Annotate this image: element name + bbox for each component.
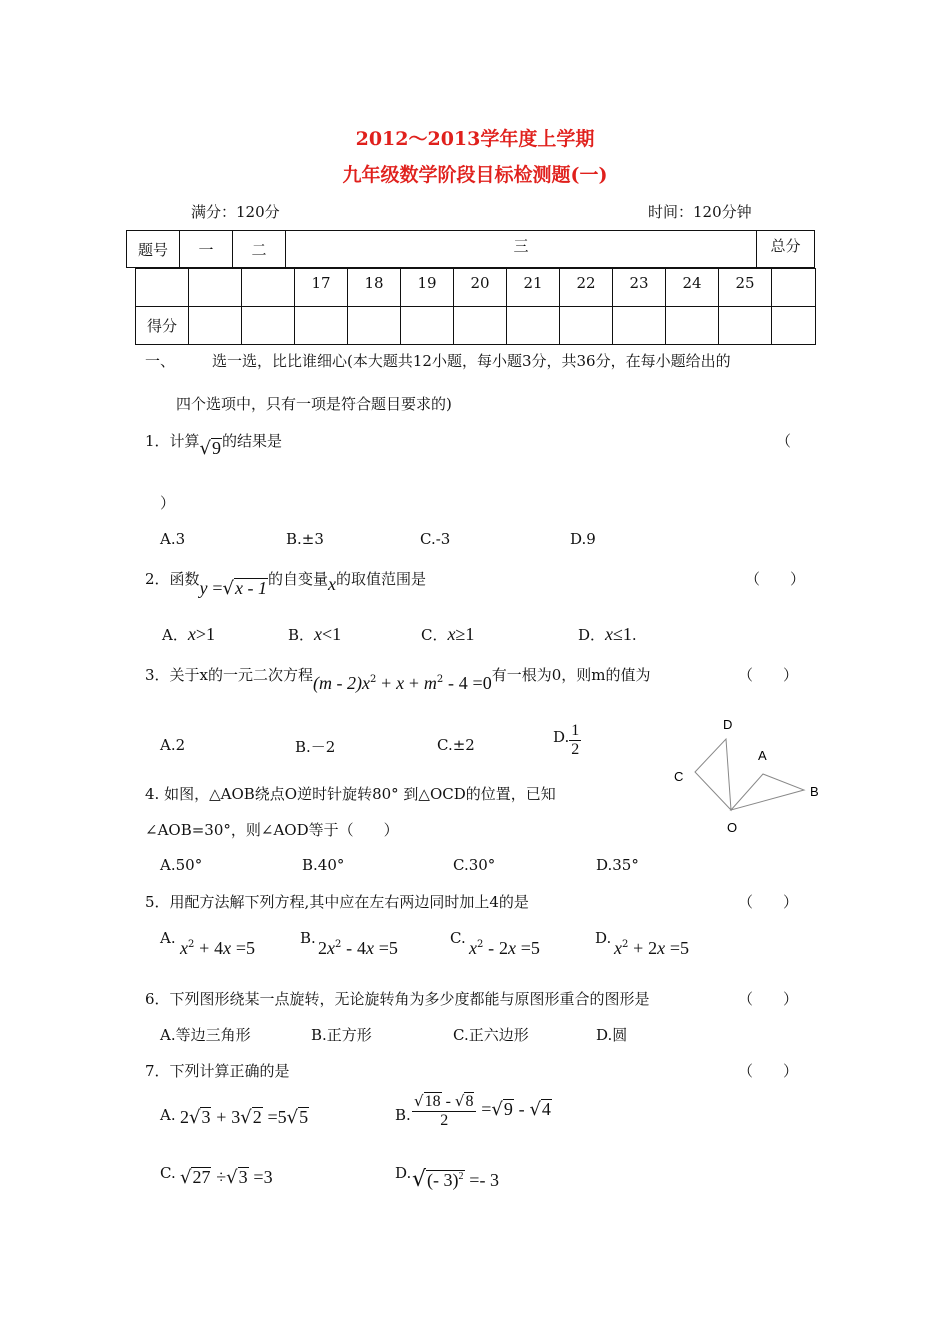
score-table-cell <box>560 307 613 345</box>
q7-option-d: √(- 3)$^2$ =- 3 <box>412 1167 499 1192</box>
section-number: 一、 <box>145 352 176 370</box>
q4-option-a: A.50° <box>160 856 203 874</box>
q1-option-d: D.9 <box>570 530 596 548</box>
q1-sqrt: √9 <box>199 438 222 459</box>
score-table-cell: 题号 <box>127 231 180 268</box>
full-score-label: 满分：120分 <box>191 203 280 221</box>
q3-option-b: B.－2 <box>295 738 336 756</box>
question-2-stem: 2．函数y =√x - 1的自变量x的取值范围是 <box>145 570 426 599</box>
page-title-line1: 2012～2013学年度上学期 <box>355 128 595 150</box>
q6-option-d: D.圆 <box>596 1026 628 1044</box>
q3-fraction: $\frac{1}{2}$ <box>571 722 580 758</box>
q2-post-b: 的取值范围是 <box>335 570 426 588</box>
q1-option-b: B.±3 <box>286 530 324 548</box>
score-table-cell: 23 <box>613 269 666 307</box>
score-label-cell: 得分 <box>136 307 189 345</box>
q7-paren: （ ） <box>738 1062 799 1080</box>
score-table-cell <box>348 307 401 345</box>
section-instructions-line1: 选一选，比比谁细心(本大题共12小题，每小题3分，共36分，在每小题给出的 <box>212 352 731 370</box>
rotation-figure <box>665 712 830 837</box>
score-table-cell: 24 <box>666 269 719 307</box>
score-table-body <box>135 268 816 345</box>
label-c: C <box>674 769 684 784</box>
q1-pre: 1．计算 <box>145 432 200 450</box>
q3-option-c: C.±2 <box>437 736 475 754</box>
q5-option-a-label: A. <box>160 929 176 947</box>
q7-option-d-label: D. <box>395 1164 412 1182</box>
score-table-cell <box>189 307 242 345</box>
q4-option-b: B.40° <box>302 856 345 874</box>
q2-paren: （ ） <box>745 570 806 588</box>
q7-option-a: 2√3 + 3√2 =5√5 <box>180 1107 309 1128</box>
score-table-cell <box>666 307 719 345</box>
q2-option-d: D．x≤1. <box>578 624 637 644</box>
q7-option-a-label: A. <box>160 1106 176 1124</box>
q2-option-b: B．x<1 <box>288 624 342 644</box>
label-a: A <box>758 748 767 763</box>
score-table-cell <box>401 307 454 345</box>
score-table-cell <box>136 269 189 307</box>
question-1-stem <box>145 430 283 459</box>
q7-option-b-label: B. <box>395 1106 411 1124</box>
score-table-cell <box>454 307 507 345</box>
score-table-cell: 17 <box>295 269 348 307</box>
score-table-cell <box>772 307 816 345</box>
q2-option-c: C．x≥1 <box>421 624 475 644</box>
question-7-stem: 7．下列计算正确的是 <box>145 1062 290 1080</box>
q2-option-a: A．x>1 <box>162 624 215 644</box>
score-table-cell <box>719 307 772 345</box>
q5-option-c-label: C. <box>450 929 466 947</box>
q7-b-fraction: $\frac{√18 - √8}{2}$ <box>412 1092 476 1130</box>
q6-option-c: C.正六边形 <box>453 1026 529 1044</box>
score-table-cell <box>613 307 666 345</box>
score-table-cell: 22 <box>560 269 613 307</box>
score-table-cell: 三 <box>286 231 757 268</box>
q3-pre: 3．关于x的一元二次方程 <box>145 666 314 684</box>
q4-option-d: D.35° <box>596 856 639 874</box>
score-table-cell: 二 <box>233 231 286 268</box>
score-table-cell: 20 <box>454 269 507 307</box>
q1-option-c: C.-3 <box>420 530 451 548</box>
label-b: B <box>810 784 819 799</box>
q5-option-a: $x^2 + 4x =5$ <box>180 938 256 958</box>
triangle-ocd <box>695 739 731 810</box>
q4-option-c: C.30° <box>453 856 496 874</box>
question-4-line1: 4. 如图，△AOB绕点O逆时针旋转80° 到△OCD的位置，已知 <box>145 785 556 803</box>
q7-option-c: √27 ÷√3 =3 <box>180 1167 273 1188</box>
score-table-cell: 18 <box>348 269 401 307</box>
score-table-cell <box>242 269 295 307</box>
q1-option-a: A.3 <box>160 530 186 548</box>
question-5-stem: 5．用配方法解下列方程,其中应在左右两边同时加上4的是 <box>145 893 529 911</box>
score-table-cell: 19 <box>401 269 454 307</box>
q2-function: y =√x - 1 <box>199 578 267 599</box>
label-o: O <box>727 820 738 835</box>
q7-option-b: $\frac{√18 - √8}{2}$ =√9 - √4 <box>414 1092 551 1129</box>
q6-option-b: B.正方形 <box>311 1026 372 1044</box>
q3-post: 有一根为0，则m的值为 <box>491 666 651 684</box>
q5-option-d: $x^2 + 2x =5$ <box>614 938 690 958</box>
q2-post-a: 的自变量 <box>267 570 328 588</box>
question-4-line2: ∠AOB=30°，则∠AOD等于（ ） <box>145 821 399 839</box>
q5-option-b: $2x^2 - 4x =5$ <box>318 938 398 958</box>
section-instructions-line2: 四个选项中，只有一项是符合题目要求的) <box>176 395 452 413</box>
score-table-cell: 一 <box>180 231 233 268</box>
q7-option-c-label: C. <box>160 1164 176 1182</box>
q1-paren-open: （ <box>776 432 792 450</box>
score-table-cell: 21 <box>507 269 560 307</box>
score-table-cell: 总分 <box>757 231 815 268</box>
q2-pre: 2．函数 <box>145 570 200 588</box>
q5-paren: （ ） <box>738 893 799 911</box>
q3-option-a: A.2 <box>160 736 186 754</box>
triangle-aob <box>731 774 804 810</box>
q1-post: 的结果是 <box>222 432 283 450</box>
q1-paren-close: ） <box>160 494 176 512</box>
score-table-cell <box>242 307 295 345</box>
time-label: 时间：120分钟 <box>648 203 752 221</box>
q3-equation: $(m - 2)x^2 + x + m^2 - 4 =0$ <box>313 673 492 693</box>
q6-paren: （ ） <box>738 990 799 1008</box>
question-3-stem <box>145 664 651 693</box>
q6-option-a: A.等边三角形 <box>160 1026 251 1044</box>
score-table-header <box>126 230 815 268</box>
score-table-cell: 25 <box>719 269 772 307</box>
q5-option-b-label: B. <box>300 929 316 947</box>
q3-option-d: D. $\frac{1}{2}$ <box>553 722 580 758</box>
q3-paren: （ ） <box>738 666 799 684</box>
score-table-cell <box>295 307 348 345</box>
score-table-cell <box>189 269 242 307</box>
score-table-cell <box>507 307 560 345</box>
q5-option-c: $x^2 - 2x =5$ <box>469 938 540 958</box>
label-d: D <box>723 717 733 732</box>
score-table-cell <box>772 269 816 307</box>
question-6-stem: 6．下列图形绕某一点旋转，无论旋转角为多少度都能与原图形重合的图形是 <box>145 990 650 1008</box>
q5-option-d-label: D. <box>595 929 612 947</box>
page-title-line2: 九年级数学阶段目标检测题(一) <box>342 164 608 186</box>
